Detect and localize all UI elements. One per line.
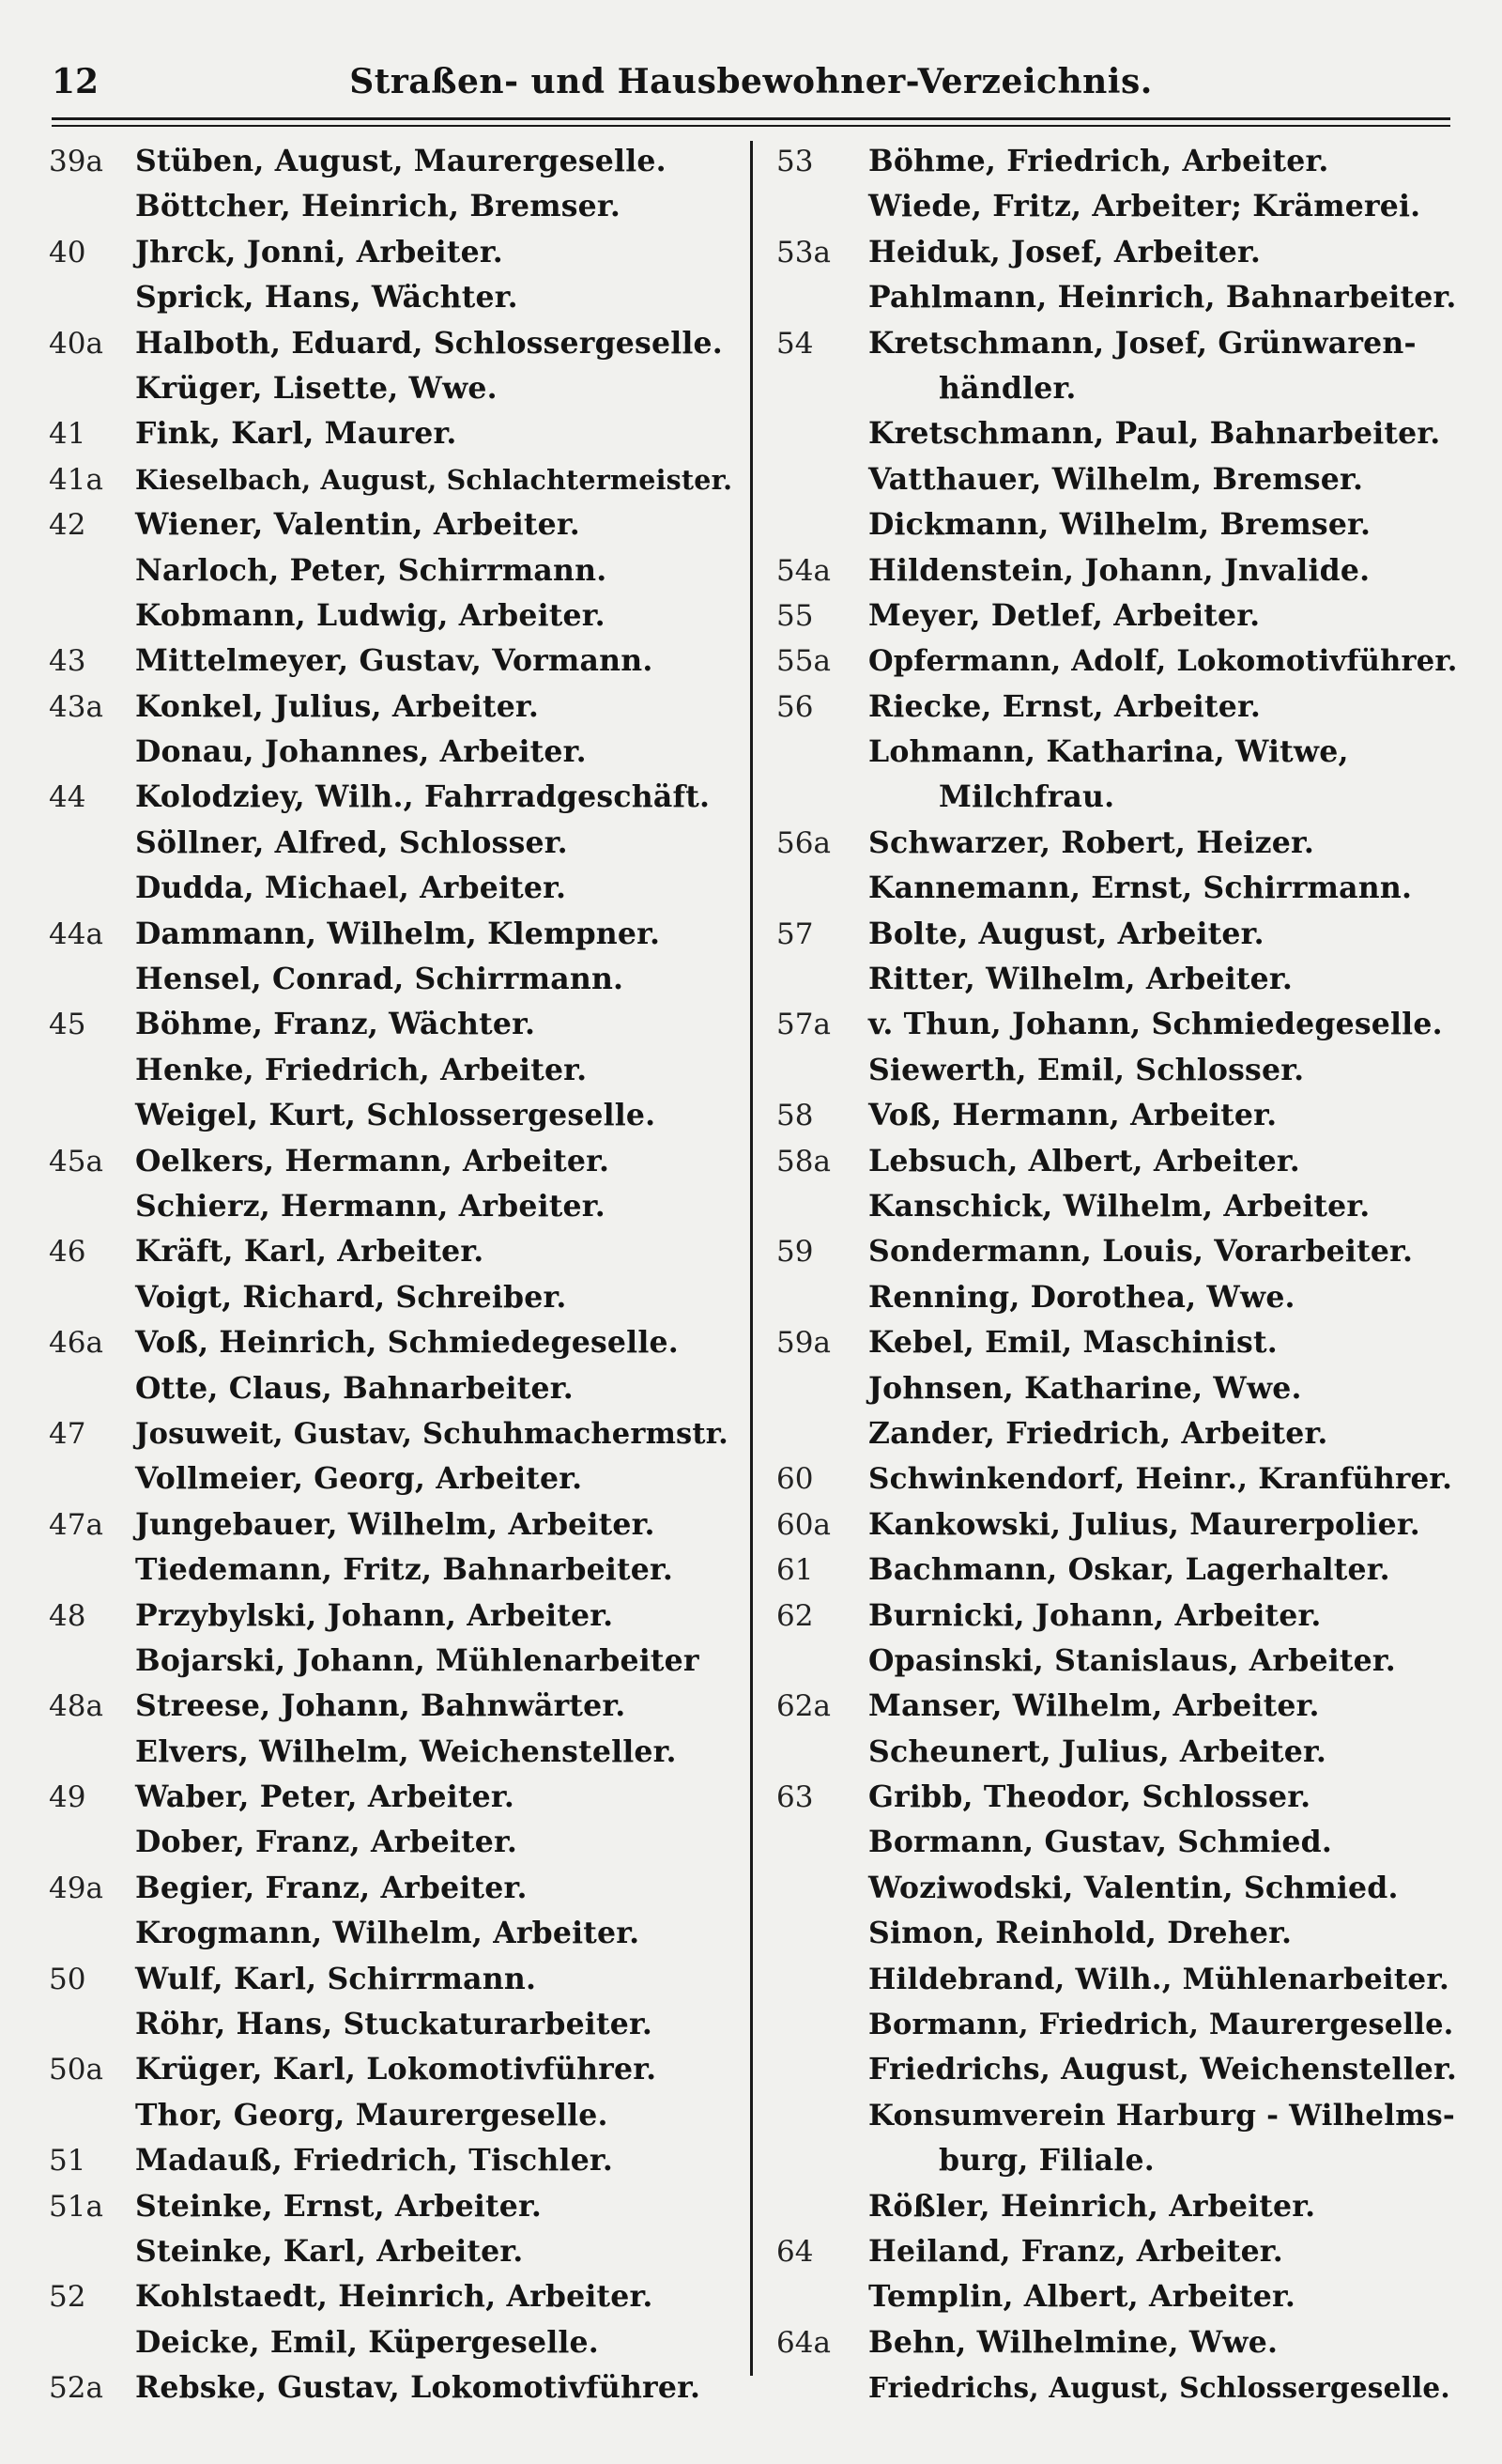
page-number: 12 [52,62,100,101]
resident-entry: Henke, Friedrich, Arbeiter. [135,1052,588,1087]
resident-entry: Heiland, Franz, Arbeiter. [868,2233,1283,2269]
house-number: 51a [49,2189,103,2224]
resident-entry: Wulf, Karl, Schirrmann. [135,1961,537,1996]
resident-entry: Rebske, Gustav, Lokomotivführer. [135,2370,701,2406]
directory-entry [49,502,739,547]
directory-entry [767,230,1462,275]
directory-entry [49,1093,739,1138]
directory-entry [49,1730,739,1775]
resident-entry: Opfermann, Adolf, Lokomotivführer. [868,644,1458,679]
resident-entry: Meyer, Detlef, Arbeiter. [868,597,1261,633]
directory-entry [49,1184,739,1229]
directory-entry [767,321,1462,366]
directory-entry [767,1775,1462,1820]
directory-entry [767,730,1462,775]
house-number: 51 [49,2144,86,2179]
resident-entry: Otte, Claus, Bahnarbeiter. [135,1370,574,1406]
directory-entry [767,1957,1462,2002]
directory-entry [767,593,1462,639]
resident-entry: Gribb, Theodor, Schlosser. [868,1779,1311,1815]
directory-entry [49,1275,739,1320]
directory-entry [49,2274,739,2319]
directory-entry [767,502,1462,547]
resident-entry: Bormann, Gustav, Schmied. [868,1825,1333,1860]
directory-entry [767,821,1462,866]
directory-entry [49,1911,739,1956]
directory-entry [767,1594,1462,1639]
house-number: 53a [776,235,831,270]
directory-entry [49,1502,739,1548]
resident-entry: Röhr, Hans, Stuckaturarbeiter. [135,2007,653,2042]
directory-entry [767,2365,1462,2410]
resident-entry: Steinke, Karl, Arbeiter. [135,2233,524,2269]
house-number: 46 [49,1235,86,1270]
resident-entry: Hildenstein, Johann, Jnvalide. [868,552,1371,588]
left-column [49,139,739,2411]
house-number: 45a [49,1144,103,1178]
directory-entry [49,912,739,957]
directory-entry [49,1820,739,1865]
resident-entry: Hensel, Conrad, Schirrmann. [135,962,624,997]
directory-entry [767,1184,1462,1229]
house-number: 55 [776,598,814,633]
resident-entry: Schierz, Hermann, Arbeiter. [135,1188,605,1224]
directory-entry [49,1957,739,2002]
directory-entry [767,1866,1462,1911]
resident-entry: Elvers, Wilhelm, Weichensteller. [135,1733,677,1769]
resident-entry: Voigt, Richard, Schreiber. [135,1279,567,1315]
directory-entry [49,1684,739,1729]
resident-entry: Konsumverein Harburg - Wilhelms- [868,2098,1455,2133]
directory-entry [767,184,1462,229]
resident-entry: Dickmann, Wilhelm, Bremser. [868,507,1372,543]
resident-entry: Madauß, Friedrich, Tischler. [135,2143,614,2179]
directory-entry [49,184,739,229]
directory-entry [49,1548,739,1593]
resident-entry: Kebel, Emil, Maschinist. [868,1325,1278,1361]
directory-entry [49,2047,739,2092]
resident-entry: Bachmann, Oskar, Lagerhalter. [868,1552,1390,1588]
directory-entry [767,2229,1462,2274]
resident-entry: Sondermann, Louis, Vorarbeiter. [868,1234,1414,1270]
house-number: 58a [776,1144,831,1178]
directory-entry [767,411,1462,456]
directory-entry [767,639,1462,684]
resident-entry: Krüger, Lisette, Wwe. [135,370,498,406]
resident-entry: Josuweit, Gustav, Schuhmachermstr. [135,1416,729,1451]
house-number: 44a [49,916,103,951]
resident-entry: Templin, Albert, Arbeiter. [868,2279,1296,2315]
resident-entry: Wiener, Valentin, Arbeiter. [135,507,580,543]
column-divider [750,141,753,2376]
resident-entry: Konkel, Julius, Arbeiter. [135,688,540,724]
house-number: 64a [776,2325,831,2360]
page-title: Straßen- und Hausbewohner-Verzeichnis. [349,62,1153,101]
resident-entry: Opasinski, Stanislaus, Arbeiter. [868,1642,1396,1678]
directory-entry [49,730,739,775]
directory-entry [49,321,739,366]
directory-entry [767,2138,1462,2183]
resident-entry: Woziwodski, Valentin, Schmied. [868,1870,1399,1905]
directory-entry [767,2047,1462,2092]
house-number: 56 [776,689,814,724]
house-number: 49a [49,1871,103,1905]
house-number: 39a [49,145,103,178]
house-number: 52a [49,2371,103,2406]
directory-entry [49,1048,739,1093]
resident-entry: Vatthauer, Wilhelm, Bremser. [868,461,1364,497]
directory-entry [49,1411,739,1456]
directory-entry [767,912,1462,957]
resident-entry: händler. [939,370,1077,406]
directory-entry [767,1456,1462,1502]
house-number: 50 [49,1962,86,1996]
directory-entry [49,821,739,866]
house-number: 60a [776,1507,831,1542]
directory-entry [767,2320,1462,2365]
directory-entry [767,1411,1462,1456]
resident-entry: Thor, Georg, Maurergeselle. [135,2097,608,2133]
resident-entry: Johnsen, Katharine, Wwe. [868,1370,1302,1406]
resident-entry: Heiduk, Josef, Arbeiter. [868,234,1262,270]
resident-entry: Böhme, Franz, Wächter. [135,1007,536,1042]
directory-entry [767,1730,1462,1775]
resident-entry: Streese, Johann, Bahnwärter. [135,1688,626,1724]
directory-entry [767,457,1462,502]
house-number: 54 [776,326,814,361]
resident-entry: Kohlstaedt, Heinrich, Arbeiter. [135,2279,653,2315]
resident-entry: Lohmann, Katharina, Witwe, [868,734,1349,770]
directory-entry [49,2002,739,2047]
resident-entry: Kolodziey, Wilh., Fahrradgeschäft. [135,779,711,815]
resident-entry: Siewerth, Emil, Schlosser. [868,1052,1305,1087]
directory-entry [49,866,739,911]
house-number: 43 [49,644,86,679]
resident-entry: Deicke, Emil, Küpergeselle. [135,2324,599,2360]
resident-entry: Kobmann, Ludwig, Arbeiter. [135,597,605,633]
directory-entry [49,139,739,184]
directory-entry [767,1048,1462,1093]
house-number: 50a [49,2053,103,2087]
house-number: 58 [776,1099,814,1133]
directory-entry [767,1548,1462,1593]
directory-entry [49,1594,739,1639]
house-number: 55a [776,644,831,679]
directory-entry [49,548,739,593]
house-number: 44 [49,780,86,815]
directory-entry [49,1229,739,1274]
header-rule-thin [52,125,1450,127]
house-number: 57a [776,1008,831,1042]
directory-entry [49,2184,739,2229]
resident-entry: Voß, Hermann, Arbeiter. [868,1098,1278,1133]
directory-entry [49,2138,739,2183]
resident-entry: Wiede, Fritz, Arbeiter; Krämerei. [868,189,1421,224]
directory-entry [49,639,739,684]
directory-entry [49,2320,739,2365]
house-number: 48 [49,1598,86,1633]
directory-entry [49,230,739,275]
directory-entry [49,775,739,820]
resident-entry: Kieselbach, August, Schlachtermeister. [135,463,733,496]
house-number: 49 [49,1780,86,1815]
house-number: 59 [776,1235,814,1270]
house-number: 46a [49,1326,103,1361]
page-header [52,58,1450,115]
directory-entry [49,2365,739,2410]
directory-entry [767,1820,1462,1865]
house-number: 47a [49,1507,103,1542]
directory-entry [49,1866,739,1911]
directory-entry [767,1275,1462,1320]
directory-entry [49,1775,739,1820]
directory-entry [49,1456,739,1502]
directory-entry [49,957,739,1002]
resident-entry: v. Thun, Johann, Schmiedegeselle. [868,1007,1443,1042]
directory-entry [49,2229,739,2274]
house-number: 57 [776,916,814,951]
resident-entry: Friedrichs, August, Schlossergeselle. [868,2371,1450,2405]
house-number: 41a [49,462,103,497]
resident-entry: Voß, Heinrich, Schmiedegeselle. [135,1325,679,1361]
resident-entry: Begier, Franz, Arbeiter. [135,1870,528,1905]
resident-entry: Friedrichs, August, Weichensteller. [868,2052,1458,2087]
house-number: 53 [776,145,814,178]
directory-entry [767,1139,1462,1184]
directory-entry [767,2093,1462,2138]
resident-entry: Donau, Johannes, Arbeiter. [135,734,587,770]
directory-entry [767,2002,1462,2047]
resident-entry: Schwinkendorf, Heinr., Kranführer. [868,1462,1453,1497]
house-number: 63 [776,1780,814,1815]
resident-entry: Waber, Peter, Arbeiter. [135,1779,514,1815]
resident-entry: Fink, Karl, Maurer. [135,416,457,452]
house-number: 64 [776,2234,814,2269]
directory-entry [767,1502,1462,1548]
resident-entry: Pahlmann, Heinrich, Bahnarbeiter. [868,280,1457,316]
resident-entry: Bojarski, Johann, Mühlenarbeiter [135,1642,699,1678]
directory-entry [767,1366,1462,1411]
directory-entry [49,1366,739,1411]
directory-entry [767,2274,1462,2319]
resident-entry: Böhme, Friedrich, Arbeiter. [868,144,1329,178]
directory-entry [49,411,739,456]
resident-entry: Kräft, Karl, Arbeiter. [135,1234,484,1270]
resident-entry: Manser, Wilhelm, Arbeiter. [868,1688,1320,1724]
resident-entry: Rößler, Heinrich, Arbeiter. [868,2188,1316,2224]
resident-entry: Vollmeier, Georg, Arbeiter. [135,1461,583,1497]
resident-entry: Dammann, Wilhelm, Klempner. [135,916,661,951]
directory-entry [49,1139,739,1184]
house-number: 47 [49,1416,86,1451]
directory-entry [767,275,1462,320]
house-number: 43a [49,689,103,724]
house-number: 40a [49,326,103,361]
resident-entry: Bormann, Friedrich, Maurergeselle. [868,2008,1454,2042]
resident-entry: Scheunert, Julius, Arbeiter. [868,1733,1327,1769]
directory-entry [767,957,1462,1002]
house-number: 42 [49,508,86,543]
resident-entry: Kanschick, Wilhelm, Arbeiter. [868,1188,1371,1224]
directory-entry [49,1320,739,1365]
resident-entry: Jhrck, Jonni, Arbeiter. [135,234,503,270]
directory-entry [49,457,739,502]
resident-entry: burg, Filiale. [939,2143,1155,2179]
resident-entry: Sprick, Hans, Wächter. [135,280,518,316]
house-number: 62 [776,1598,814,1633]
directory-entry [49,2093,739,2138]
house-number: 61 [776,1553,814,1588]
house-number: 59a [776,1326,831,1361]
resident-entry: Krüger, Karl, Lokomotivführer. [135,2052,657,2087]
directory-entry [767,866,1462,911]
directory-entry [49,275,739,320]
house-number: 48a [49,1689,103,1724]
resident-entry: Söllner, Alfred, Schlosser. [135,824,568,860]
resident-entry: Przybylski, Johann, Arbeiter. [135,1597,614,1633]
resident-entry: Behn, Wilhelmine, Wwe. [868,2324,1279,2360]
header-rule [52,117,1450,120]
directory-entry [49,366,739,411]
resident-entry: Stüben, August, Maurergeselle. [135,144,667,178]
resident-entry: Dober, Franz, Arbeiter. [135,1825,518,1860]
directory-entry [767,1229,1462,1274]
resident-entry: Renning, Dorothea, Wwe. [868,1279,1295,1315]
resident-entry: Zander, Friedrich, Arbeiter. [868,1415,1328,1451]
house-number: 60 [776,1462,814,1497]
resident-entry: Schwarzer, Robert, Heizer. [868,824,1315,860]
directory-entry [767,1002,1462,1047]
resident-entry: Kankowski, Julius, Maurerpolier. [868,1506,1420,1542]
resident-entry: Riecke, Ernst, Arbeiter. [868,688,1262,724]
resident-entry: Böttcher, Heinrich, Bremser. [135,189,621,224]
resident-entry: Ritter, Wilhelm, Arbeiter. [868,962,1293,997]
resident-entry: Jungebauer, Wilhelm, Arbeiter. [135,1506,655,1542]
right-column [767,139,1462,2411]
resident-entry: Hildebrand, Wilh., Mühlenarbeiter. [868,1962,1450,1996]
house-number: 62a [776,1689,831,1724]
resident-entry: Halboth, Eduard, Schlossergeselle. [135,325,723,361]
house-number: 45 [49,1008,86,1042]
resident-entry: Krogmann, Wilhelm, Arbeiter. [135,1916,640,1951]
resident-entry: Mittelmeyer, Gustav, Vormann. [135,643,653,679]
resident-entry: Steinke, Ernst, Arbeiter. [135,2188,543,2224]
directory-entry [767,366,1462,411]
directory-entry [767,548,1462,593]
resident-entry: Milchfrau. [939,779,1115,815]
house-number: 56a [776,825,831,860]
directory-entry [767,1684,1462,1729]
directory-entry [767,1320,1462,1365]
resident-entry: Lebsuch, Albert, Arbeiter. [868,1143,1300,1178]
resident-entry: Weigel, Kurt, Schlossergeselle. [135,1098,656,1133]
directory-entry [49,1639,739,1684]
resident-entry: Simon, Reinhold, Dreher. [868,1916,1293,1951]
resident-entry: Burnicki, Johann, Arbeiter. [868,1597,1322,1633]
directory-entry [767,1093,1462,1138]
resident-entry: Kretschmann, Josef, Grünwaren- [868,325,1417,361]
resident-entry: Bolte, August, Arbeiter. [868,916,1264,951]
resident-entry: Kretschmann, Paul, Bahnarbeiter. [868,416,1441,452]
directory-entry [767,775,1462,820]
directory-entry [767,685,1462,730]
resident-entry: Dudda, Michael, Arbeiter. [135,870,567,906]
house-number: 41 [49,417,86,452]
directory-entry [767,1639,1462,1684]
directory-entry [49,593,739,639]
resident-entry: Tiedemann, Fritz, Bahnarbeiter. [135,1552,674,1588]
directory-entry [767,139,1462,184]
house-number: 52 [49,2280,86,2315]
directory-entry [49,685,739,730]
house-number: 40 [49,235,86,270]
resident-entry: Narloch, Peter, Schirrmann. [135,552,607,588]
directory-entry [767,2184,1462,2229]
directory-entry [767,1911,1462,1956]
directory-entry [49,1002,739,1047]
house-number: 54a [776,553,831,588]
resident-entry: Oelkers, Hermann, Arbeiter. [135,1143,610,1178]
resident-entry: Kannemann, Ernst, Schirrmann. [868,870,1413,906]
